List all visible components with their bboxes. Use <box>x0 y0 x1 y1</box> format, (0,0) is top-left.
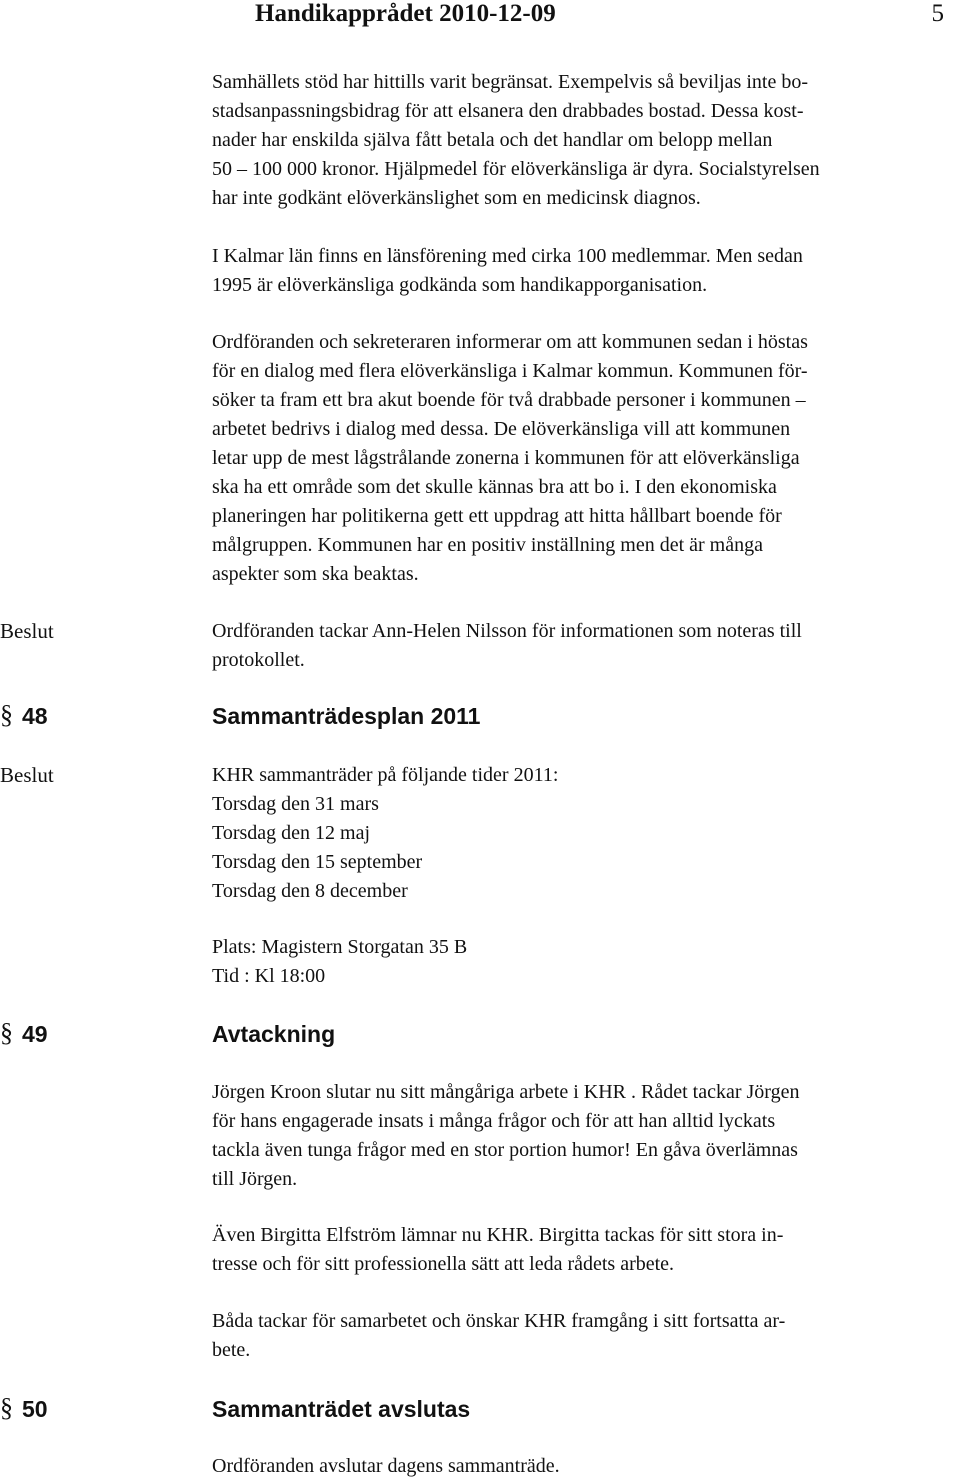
text-line: ska ha ett område som det skulle kännas bra att bo i. I den ekonomiska <box>212 476 777 498</box>
text-line: tackla även tunga frågor med en stor portion humor! En gåva överlämnas <box>212 1139 798 1161</box>
meeting-date: Torsdag den 31 mars <box>212 793 379 815</box>
section-heading-50 <box>0 1395 960 1425</box>
section-symbol: § <box>0 1393 13 1422</box>
text-line: Jörgen Kroon slutar nu sitt mångåriga arbete i KHR . Rådet tackar Jörgen <box>212 1081 800 1103</box>
text-line: KHR sammanträder på följande tider 2011: <box>212 764 559 786</box>
text-line: söker ta fram ett bra akut boende för två drabbade personer i kommunen – <box>212 389 806 411</box>
text-line: stadsanpassningsbidrag för att elsanera den drabbades bostad. Dessa kost- <box>212 100 804 122</box>
page-header-title: Handikapprådet 2010-12-09 <box>255 0 556 27</box>
text-line: bete. <box>212 1339 251 1361</box>
section-title: Sammanträdesplan 2011 <box>212 703 481 729</box>
text-line: målgruppen. Kommunen har en positiv inställning men det är många <box>212 534 763 556</box>
text-line: arbetet bedrivs i dialog med dessa. De elöverkänsliga vill att kommunen <box>212 418 791 440</box>
text-line: aspekter som ska beaktas. <box>212 563 419 585</box>
text-line: nader har enskilda själva fått betala och det handlar om belopp mellan <box>212 129 773 151</box>
section-heading-49 <box>0 1020 960 1050</box>
section-title: Sammanträdet avslutas <box>212 1396 471 1422</box>
text-line: Ordföranden och sekreteraren informerar om att kommunen sedan i höstas <box>212 331 808 353</box>
text-line: tresse och för sitt professionella sätt att leda rådets arbete. <box>212 1253 675 1275</box>
section-heading-48 <box>0 702 960 732</box>
text-line: 50 – 100 000 kronor. Hjälpmedel för elöverkänsliga är dyra. Socialstyrelsen <box>212 158 820 180</box>
text-line: Båda tackar för samarbetet och önskar KHR framgång i sitt fortsatta ar- <box>212 1310 786 1332</box>
page-number: 5 <box>931 0 944 27</box>
decision-label: Beslut <box>0 619 54 643</box>
text-line: letar upp de mest lågstrålande zonerna i kommunen för att elöverkänsliga <box>212 447 800 469</box>
section-title: Avtackning <box>212 1021 336 1047</box>
text-line: till Jörgen. <box>212 1168 298 1190</box>
section-number: 48 <box>22 703 48 729</box>
meeting-time: Tid : Kl 18:00 <box>212 965 326 987</box>
text-line: Samhällets stöd har hittills varit begränsat. Exempelvis så beviljas inte bo- <box>212 71 808 93</box>
text-line: protokollet. <box>212 649 305 671</box>
text-line: för en dialog med flera elöverkänsliga i Kalmar kommun. Kommunen för- <box>212 360 808 382</box>
meeting-place: Plats: Magistern Storgatan 35 B <box>212 936 468 958</box>
text-line: planeringen har politikerna gett ett uppdrag att hitta hållbart boende för <box>212 505 782 527</box>
text-line: har inte godkänt elöverkänslighet som en medicinsk diagnos. <box>212 187 701 209</box>
section-number: 50 <box>22 1396 48 1422</box>
section-number: 49 <box>22 1021 48 1047</box>
decision-label: Beslut <box>0 763 54 787</box>
section-symbol: § <box>0 700 13 729</box>
text-line: Ordföranden tackar Ann-Helen Nilsson för informationen som noteras till <box>212 620 802 642</box>
meeting-date: Torsdag den 12 maj <box>212 822 371 844</box>
text-line: Ordföranden avslutar dagens sammanträde. <box>212 1455 560 1477</box>
meeting-date: Torsdag den 8 december <box>212 880 408 902</box>
text-line: Även Birgitta Elfström lämnar nu KHR. Birgitta tackas för sitt stora in- <box>212 1224 784 1246</box>
section-symbol: § <box>0 1018 13 1047</box>
text-line: 1995 är elöverkänsliga godkända som handikapporganisation. <box>212 274 708 296</box>
meeting-date: Torsdag den 15 september <box>212 851 423 873</box>
text-line: I Kalmar län finns en länsförening med cirka 100 medlemmar. Men sedan <box>212 245 803 267</box>
text-line: för hans engagerade insats i många frågor och för att han alltid lyckats <box>212 1110 776 1132</box>
